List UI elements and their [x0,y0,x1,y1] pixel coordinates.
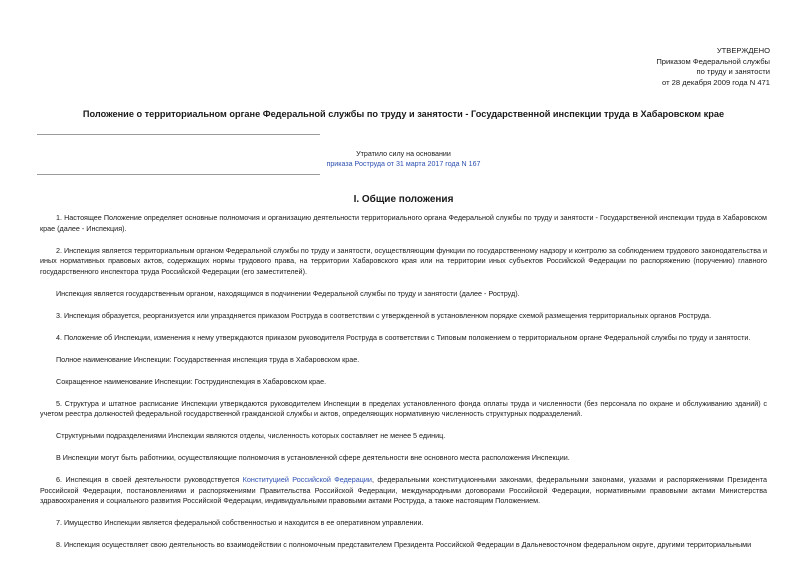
paragraph-1: 1. Настоящее Положение определяет основные полномочия и организацию деятельности территориального органа Федеральной службы по труду и занятости - Государственной инспекции труда в Хабаровском крае (далее - Инспекция). [40,213,767,233]
approval-line-4: от 28 декабря 2009 года N 471 [662,78,770,88]
paragraph-8: 5. Структура и штатное расписание Инспекции утверждаются руководителем Инспекции в пределах установленного фонда оплаты труда и численности (без персонала по охране и обслуживанию зданий) с учетом реестра должностей федеральной государственной гражданской службы и актов, определяющих нормативную численность структурных подразделений. [40,398,767,418]
paragraph-4: 3. Инспекция образуется, реорганизуется или упраздняется приказом Роструда в соответствии с утвержденной в установленном порядке схемой размещения территориальных органов Роструда. [56,310,712,320]
document-body [40,213,767,551]
constitution-link[interactable]: Конституцией Российской Федерации [242,475,372,484]
repeal-order-link[interactable]: приказа Роструда от 31 марта 2017 года N 167 [326,160,481,169]
paragraph-10: В Инспекции могут быть работники, осуществляющие полномочия в установленной сфере деятельности вне основного места расположения Инспекции. [56,453,570,462]
paragraph-5: 4. Положение об Инспекции, изменения к нему утверждаются приказом руководителя Роструда в соответствии с Типовым положением о территориальном органе Федеральной службы по труду и занятости. [56,332,751,342]
divider-bottom [37,174,320,175]
paragraph-3: Инспекция является государственным органом, находящимся в подчинении Федеральной службы по труду и занятости (далее - Роструд). [56,288,520,298]
approval-stamp [656,46,770,89]
paragraph-12: 7. Имущество Инспекции является федеральной собственностью и находится в ее оперативном управлении. [56,518,424,527]
approval-line-2: Приказом Федеральной службы [656,56,770,66]
paragraph-9: Структурными подразделениями Инспекции являются отделы, численность которых составляет не менее 5 единиц. [56,431,446,440]
paragraph-6: Полное наименование Инспекции: Государственная инспекция труда в Хабаровском крае. [56,354,360,364]
repeal-note-text: Утратило силу на основании [356,150,451,158]
paragraph-11 [40,475,767,507]
paragraph-11-end: , федеральными конституционными законами, федеральными законами, указами и распоряжениями Президента Российской Федерации, постановлениями и распоряжениями Правительства Российской Федерации, международными договорами Российской Федерации, нормативными правовыми актами Министерства здравоохранения и социального развития Российской Федерации, индивидуальными правовыми актами Роструда, а также настоящим Положением. [40,475,767,505]
divider-top [37,134,320,135]
document-title: Положение о территориальном органе Федеральной службы по труду и занятости - Государственной инспекции труда в Хабаровском крае [82,109,725,119]
paragraph-11-start: 6. Инспекция в своей деятельности руководствуется [56,475,243,484]
paragraph-7: Сокращенное наименование Инспекции: Гострудинспекция в Хабаровском крае. [56,376,327,386]
repeal-note [40,149,767,170]
approval-line-3: по труду и занятости [696,67,770,77]
section-heading: I. Общие положения [353,194,454,205]
approval-line-1: УТВЕРЖДЕНО [716,46,770,55]
paragraph-2: 2. Инспекция является территориальным органом Федеральной службы по труду и занятости, осуществляющим функции по государственному надзору и контролю за соблюдением трудового законодательства и иных нормативных правовых актов, содержащих нормы трудового права, на территории Хабаровского края или на территории иных субъектов Российской Федерации по распоряжению (поручению) главного государственного инспектора труда Российской Федерации (его заместителей). [40,245,767,276]
paragraph-13: 8. Инспекция осуществляет свою деятельность во взаимодействии с полномочным представителем Президента Российской Федерации в Дальневосточном федеральном округе, другими территориальными [56,540,752,549]
